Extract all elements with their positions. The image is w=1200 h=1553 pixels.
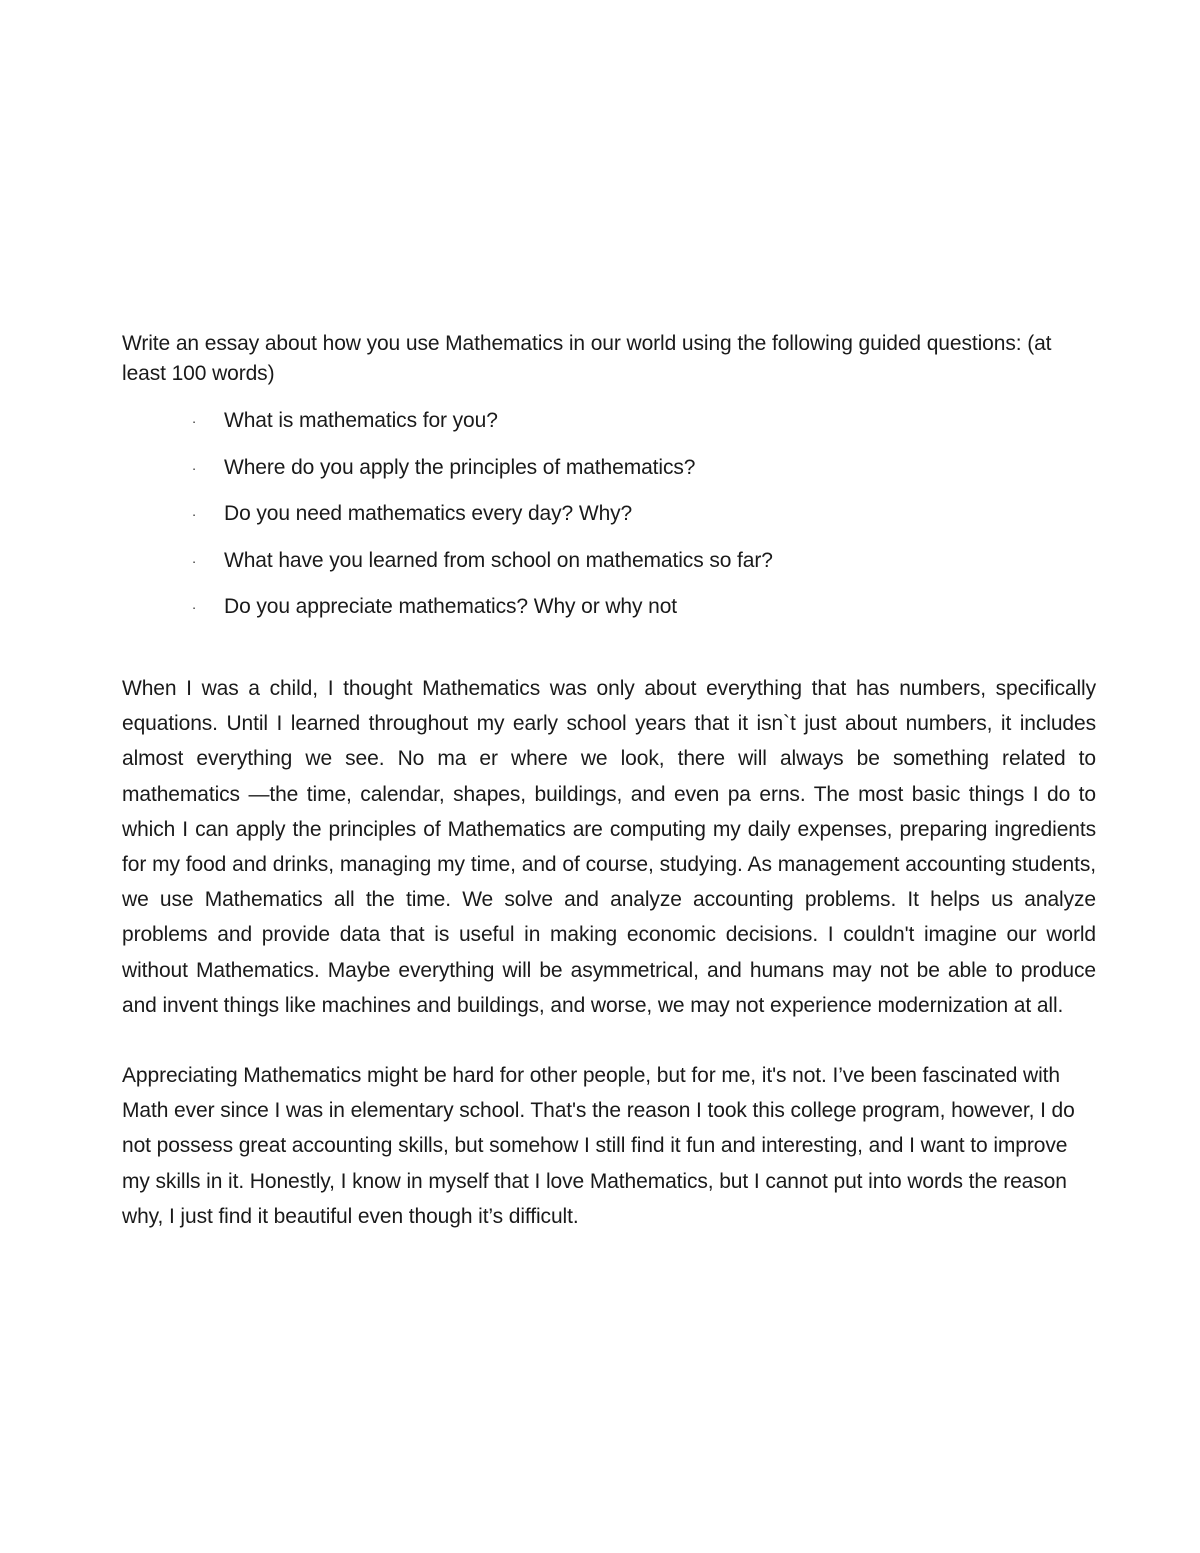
essay-prompt: Write an essay about how you use Mathematics in our world using the following guided questions: (at least 100 words) xyxy=(122,332,1052,385)
bullet-icon: · xyxy=(191,413,197,429)
bullet-icon: · xyxy=(191,552,197,569)
guided-question-text: Do you appreciate mathematics? Why or why not xyxy=(224,595,678,618)
guided-question xyxy=(122,453,1096,483)
essay-paragraph-1: When I was a child, I thought Mathematics was only about everything that has numbers, specifically equations. Until I learned throughout my early school years that it isn`t just about numbers, it includes almost everything we see. No ma er where we look, there will always be something related to mathematics —the time, calendar, shapes, buildings, and even pa erns. The most basic things I do to which I can apply the principles of Mathematics are computing my daily expenses, preparing ingredients for my food and drinks, managing my time, and of course, studying. As management accounting students, we use Mathematics all the time. We solve and analyze accounting problems. It helps us analyze problems and provide data that is useful in making economic decisions. I couldn't imagine our world without Mathematics. Maybe everything will be asymmetrical, and humans may not be able to produce and invent things like machines and buildings, and worse, we may not experience modernization at all. xyxy=(122,677,1096,1017)
guided-question-text: Where do you apply the principles of mathematics? xyxy=(224,455,696,479)
essay-paragraph-2: Appreciating Mathematics might be hard for other people, but for me, it's not. I’ve been fascinated with Math ever since I was in elementary school. That's the reason I took this college program, however, I do not possess great accounting skills, but somehow I still find it fun and interesting, and I want to improve my skills in it. Honestly, I know in myself that I love Mathematics, but I cannot put into words the reason why, I just find it beautiful even though it’s difficult. xyxy=(122,1064,1075,1228)
guided-question xyxy=(122,592,1096,622)
guided-question-text: What have you learned from school on mathematics so far? xyxy=(224,548,773,572)
guided-questions-list xyxy=(122,406,1096,622)
bullet-icon: · xyxy=(191,599,197,615)
guided-question xyxy=(122,406,1096,436)
bullet-icon: · xyxy=(191,459,197,476)
guided-question-text: What is mathematics for you? xyxy=(224,409,498,432)
guided-question-text: Do you need mathematics every day? Why? xyxy=(224,502,633,525)
document-body xyxy=(122,329,1096,1234)
guided-question xyxy=(122,499,1096,529)
guided-question xyxy=(122,546,1096,576)
bullet-icon: · xyxy=(191,506,197,522)
